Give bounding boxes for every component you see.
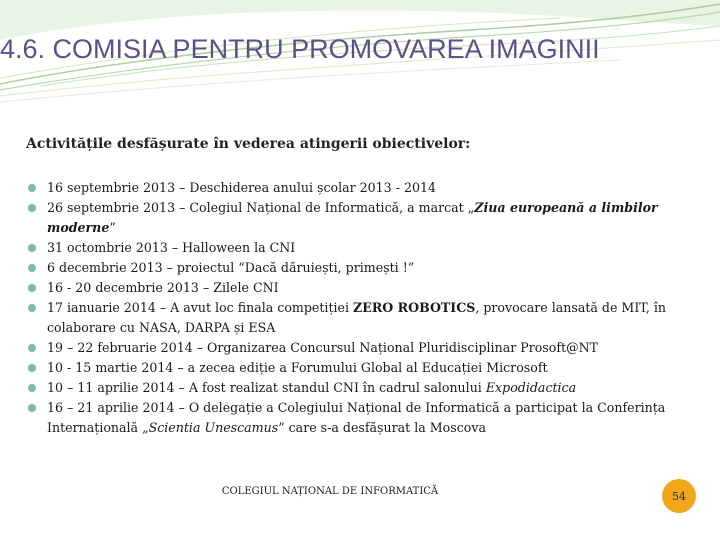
activity-text: 6 decembrie 2013 – proiectul “Dacă dăruiești, primești !” [47,260,415,275]
activity-text: , provocare lansată de MIT, în colaborare cu NASA, DARPA și ESA [47,300,666,335]
activity-item [28,338,692,358]
bullet-icon [28,364,36,372]
activity-text: 17 ianuarie 2014 – A avut loc finala competiției [47,300,354,315]
activity-text: Scientia Unescamus [148,420,279,435]
slide-title: 4.6. COMISIA PENTRU PROMOVAREA IMAGINII [0,34,600,64]
activity-text: ” [109,220,116,235]
bullet-icon [28,404,36,412]
activity-text: 16 septembrie 2013 – Deschiderea anului școlar 2013 - 2014 [47,180,437,195]
activity-text: 16 – 21 aprilie 2014 – O delegație a Colegiului Național de Informatică a participat la Conferința Internațională „ [47,400,666,435]
footer-school-name: COLEGIUL NAȚIONAL DE INFORMATICĂ [221,486,439,497]
activity-text: Expodidactica [485,380,577,395]
activity-item [28,278,692,298]
activity-item [28,258,692,278]
bullet-icon [28,184,36,192]
bullet-icon [28,264,36,272]
activity-item [28,298,692,338]
activity-item [28,358,692,378]
activity-text: 16 - 20 decembrie 2013 – Zilele CNI [47,280,279,295]
activity-text: 31 octombrie 2013 – Halloween la CNI [47,240,296,255]
slide-subtitle: Activitățile desfășurate în vederea atingerii obiectivelor: [26,136,471,152]
activity-item [28,398,692,438]
activity-text: ZERO ROBOTICS [353,300,476,315]
page-number: 54 [672,489,686,503]
activity-text: Ziua europeană a limbilor moderne [47,200,658,235]
bullet-icon [28,304,36,312]
activity-text: 10 – 11 aprilie 2014 – A fost realizat standul CNI în cadrul salonului [47,380,486,395]
activity-text: 19 – 22 februarie 2014 – Organizarea Concursul Național Pluridisciplinar Prosoft@NT [47,340,599,355]
activity-text: 26 septembrie 2013 – Colegiul Național de Informatică, a marcat „ [47,200,475,215]
bullet-icon [28,204,36,212]
activity-item [28,178,692,198]
bullet-icon [28,344,36,352]
page-number-badge [662,479,696,513]
activity-text: 10 - 15 martie 2014 – a zecea ediție a Forumului Global al Educației Microsoft [47,360,548,375]
activity-item [28,238,692,258]
bullet-icon [28,384,36,392]
activity-text: ” care s-a desfășurat la Moscova [278,420,486,435]
bullet-icon [28,244,36,252]
activity-item [28,378,692,398]
activity-item [28,198,692,238]
activity-list [28,178,692,438]
bullet-icon [28,284,36,292]
